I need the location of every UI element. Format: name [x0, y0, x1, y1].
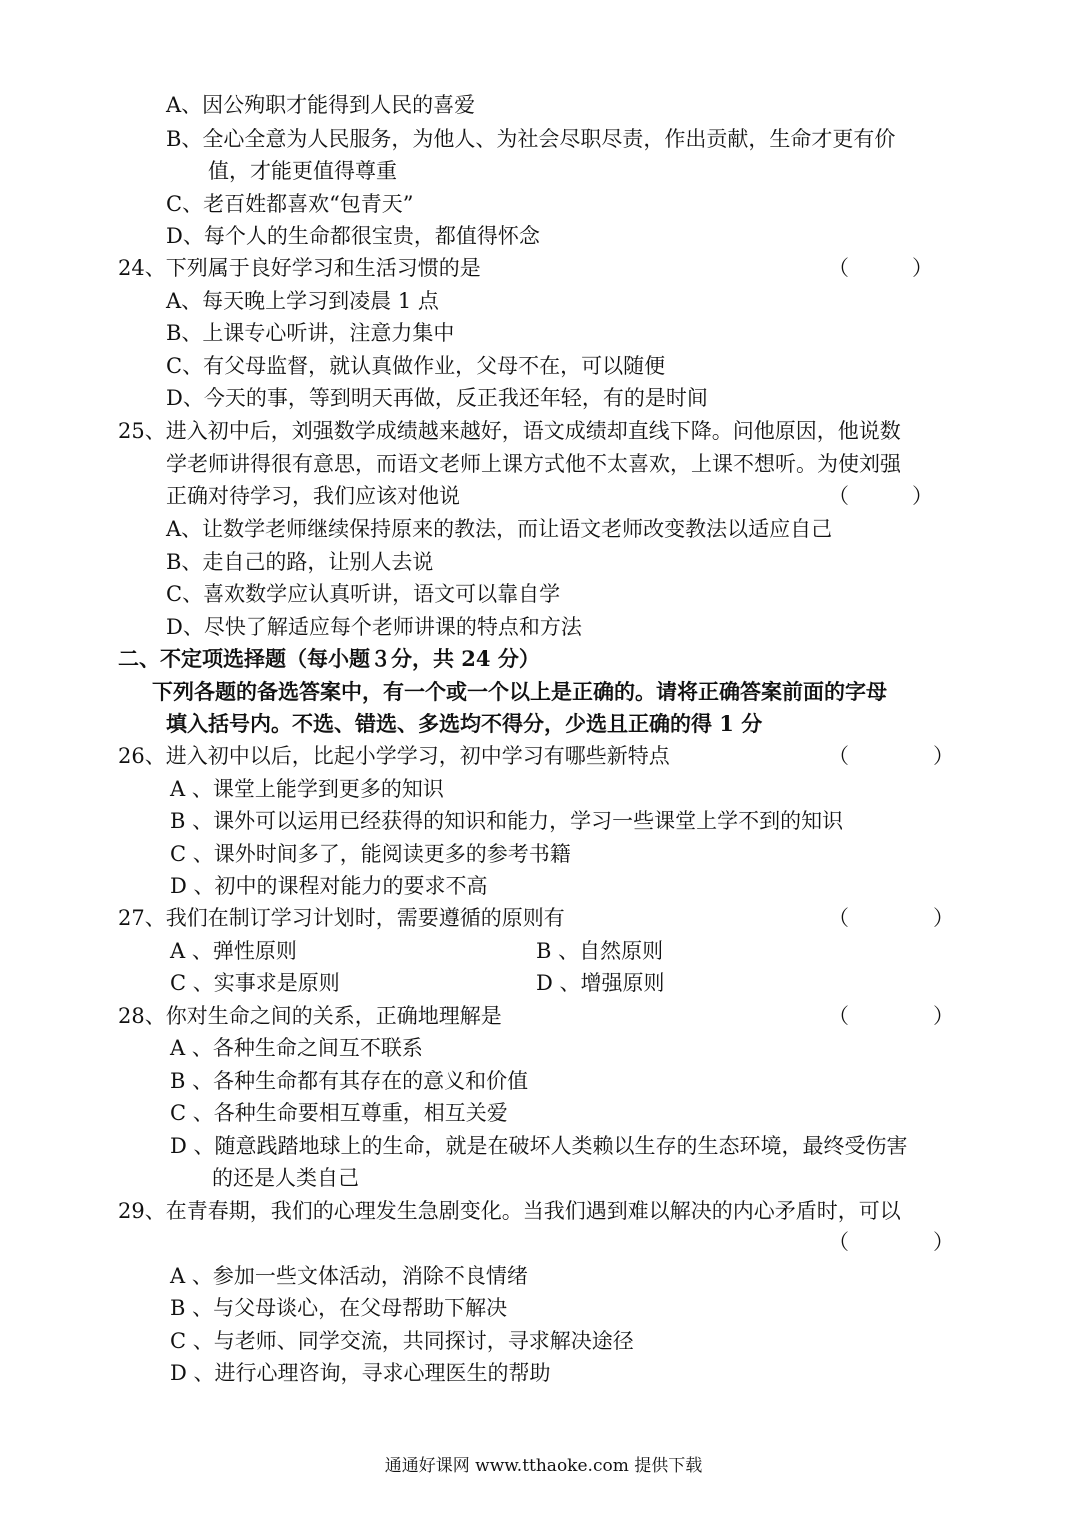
q25-answer-paren: （ ） — [828, 484, 933, 508]
q25-option-c: C、喜欢数学应认真听讲，语文可以靠自学 — [166, 582, 561, 606]
q23-option-a: A、因公殉职才能得到人民的喜爱 — [166, 93, 476, 117]
q26-option-c: C 、课外时间多了，能阅读更多的参考书籍 — [170, 842, 571, 866]
q26-option-d: D 、初中的课程对能力的要求不高 — [170, 874, 488, 898]
q27-option-d: D 、增强原则 — [536, 971, 665, 995]
q28-option-c: C 、各种生命要相互尊重，相互关爱 — [170, 1101, 508, 1125]
q27-stem: 27、我们在制订学习计划时，需要遵循的原则有 — [118, 906, 565, 930]
footer-source: 通通好课网 www.tthaoke.com 提供下载 — [384, 1456, 703, 1476]
q29-stem: 29、在青春期，我们的心理发生急剧变化。当我们遇到难以解决的内心矛盾时，可以 — [118, 1199, 901, 1223]
q26-option-b: B 、课外可以运用已经获得的知识和能力，学习一些课堂上学不到的知识 — [170, 809, 844, 833]
q27-option-c: C 、实事求是原则 — [170, 971, 340, 995]
q25-option-d: D、尽快了解适应每个老师讲课的特点和方法 — [166, 615, 582, 639]
q25-stem-3: 正确对待学习，我们应该对他说 — [166, 484, 460, 508]
q24-option-c: C、有父母监督，就认真做作业，父母不在，可以随便 — [166, 354, 666, 378]
q23-option-b-cont: 值，才能更值得尊重 — [208, 159, 397, 183]
q29-option-a: A 、参加一些文体活动，消除不良情绪 — [170, 1264, 528, 1288]
q25-option-b: B、走自己的路，让别人去说 — [166, 550, 434, 574]
q28-answer-paren: （ ） — [828, 1004, 954, 1028]
q26-stem: 26、进入初中以后，比起小学学习，初中学习有哪些新特点 — [118, 744, 670, 768]
q28-option-d-cont: 的还是人类自己 — [212, 1166, 359, 1190]
section-2-instructions-1: 下列各题的备选答案中，有一个或一个以上是正确的。请将正确答案前面的字母 — [152, 679, 887, 704]
q26-answer-paren: （ ） — [828, 744, 954, 768]
q28-stem: 28、你对生命之间的关系，正确地理解是 — [118, 1004, 502, 1028]
q29-answer-paren: （ ） — [828, 1230, 954, 1254]
q27-option-b: B 、自然原则 — [536, 939, 664, 963]
q27-option-a: A 、弹性原则 — [170, 939, 297, 963]
q23-option-c: C、老百姓都喜欢“包青天” — [166, 192, 414, 216]
q23-option-d: D、每个人的生命都很宝贵，都值得怀念 — [166, 224, 540, 248]
q24-option-b: B、上课专心听讲，注意力集中 — [166, 321, 455, 345]
q24-option-d: D、今天的事，等到明天再做，反正我还年轻，有的是时间 — [166, 386, 708, 410]
q25-stem-1: 25、进入初中后，刘强数学成绩越来越好，语文成绩却直线下降。问他原因，他说数 — [118, 419, 901, 443]
q27-answer-paren: （ ） — [828, 906, 954, 930]
q29-option-d: D 、进行心理咨询，寻求心理医生的帮助 — [170, 1361, 551, 1385]
q24-stem: 24、下列属于良好学习和生活习惯的是 — [118, 256, 481, 280]
q26-option-a: A 、课堂上能学到更多的知识 — [170, 777, 444, 801]
q28-option-d: D 、随意践踏地球上的生命，就是在破坏人类赖以生存的生态环境，最终受伤害 — [170, 1134, 908, 1158]
q25-stem-2: 学老师讲得很有意思，而语文老师上课方式他不太喜欢，上课不想听。为使刘强 — [166, 452, 901, 476]
section-2-instructions-2: 填入括号内。不选、错选、多选均不得分，少选且正确的得 1 分 — [166, 711, 763, 736]
q24-option-a: A、每天晚上学习到凌晨 1 点 — [166, 289, 439, 313]
q23-option-b: B、全心全意为人民服务，为他人、为社会尽职尽责，作出贡献，生命才更有价 — [166, 127, 896, 151]
q28-option-a: A 、各种生命之间互不联系 — [170, 1036, 423, 1060]
q29-option-c: C 、与老师、同学交流，共同探讨，寻求解决途径 — [170, 1329, 634, 1353]
q29-option-b: B 、与父母谈心，在父母帮助下解决 — [170, 1296, 508, 1320]
section-2-title: 二、不定项选择题（每小题３分，共 24 分） — [118, 646, 540, 671]
q25-option-a: A、让数学老师继续保持原来的教法，而让语文老师改变教法以适应自己 — [166, 517, 833, 541]
q28-option-b: B 、各种生命都有其存在的意义和价值 — [170, 1069, 529, 1093]
q24-answer-paren: （ ） — [828, 256, 933, 280]
